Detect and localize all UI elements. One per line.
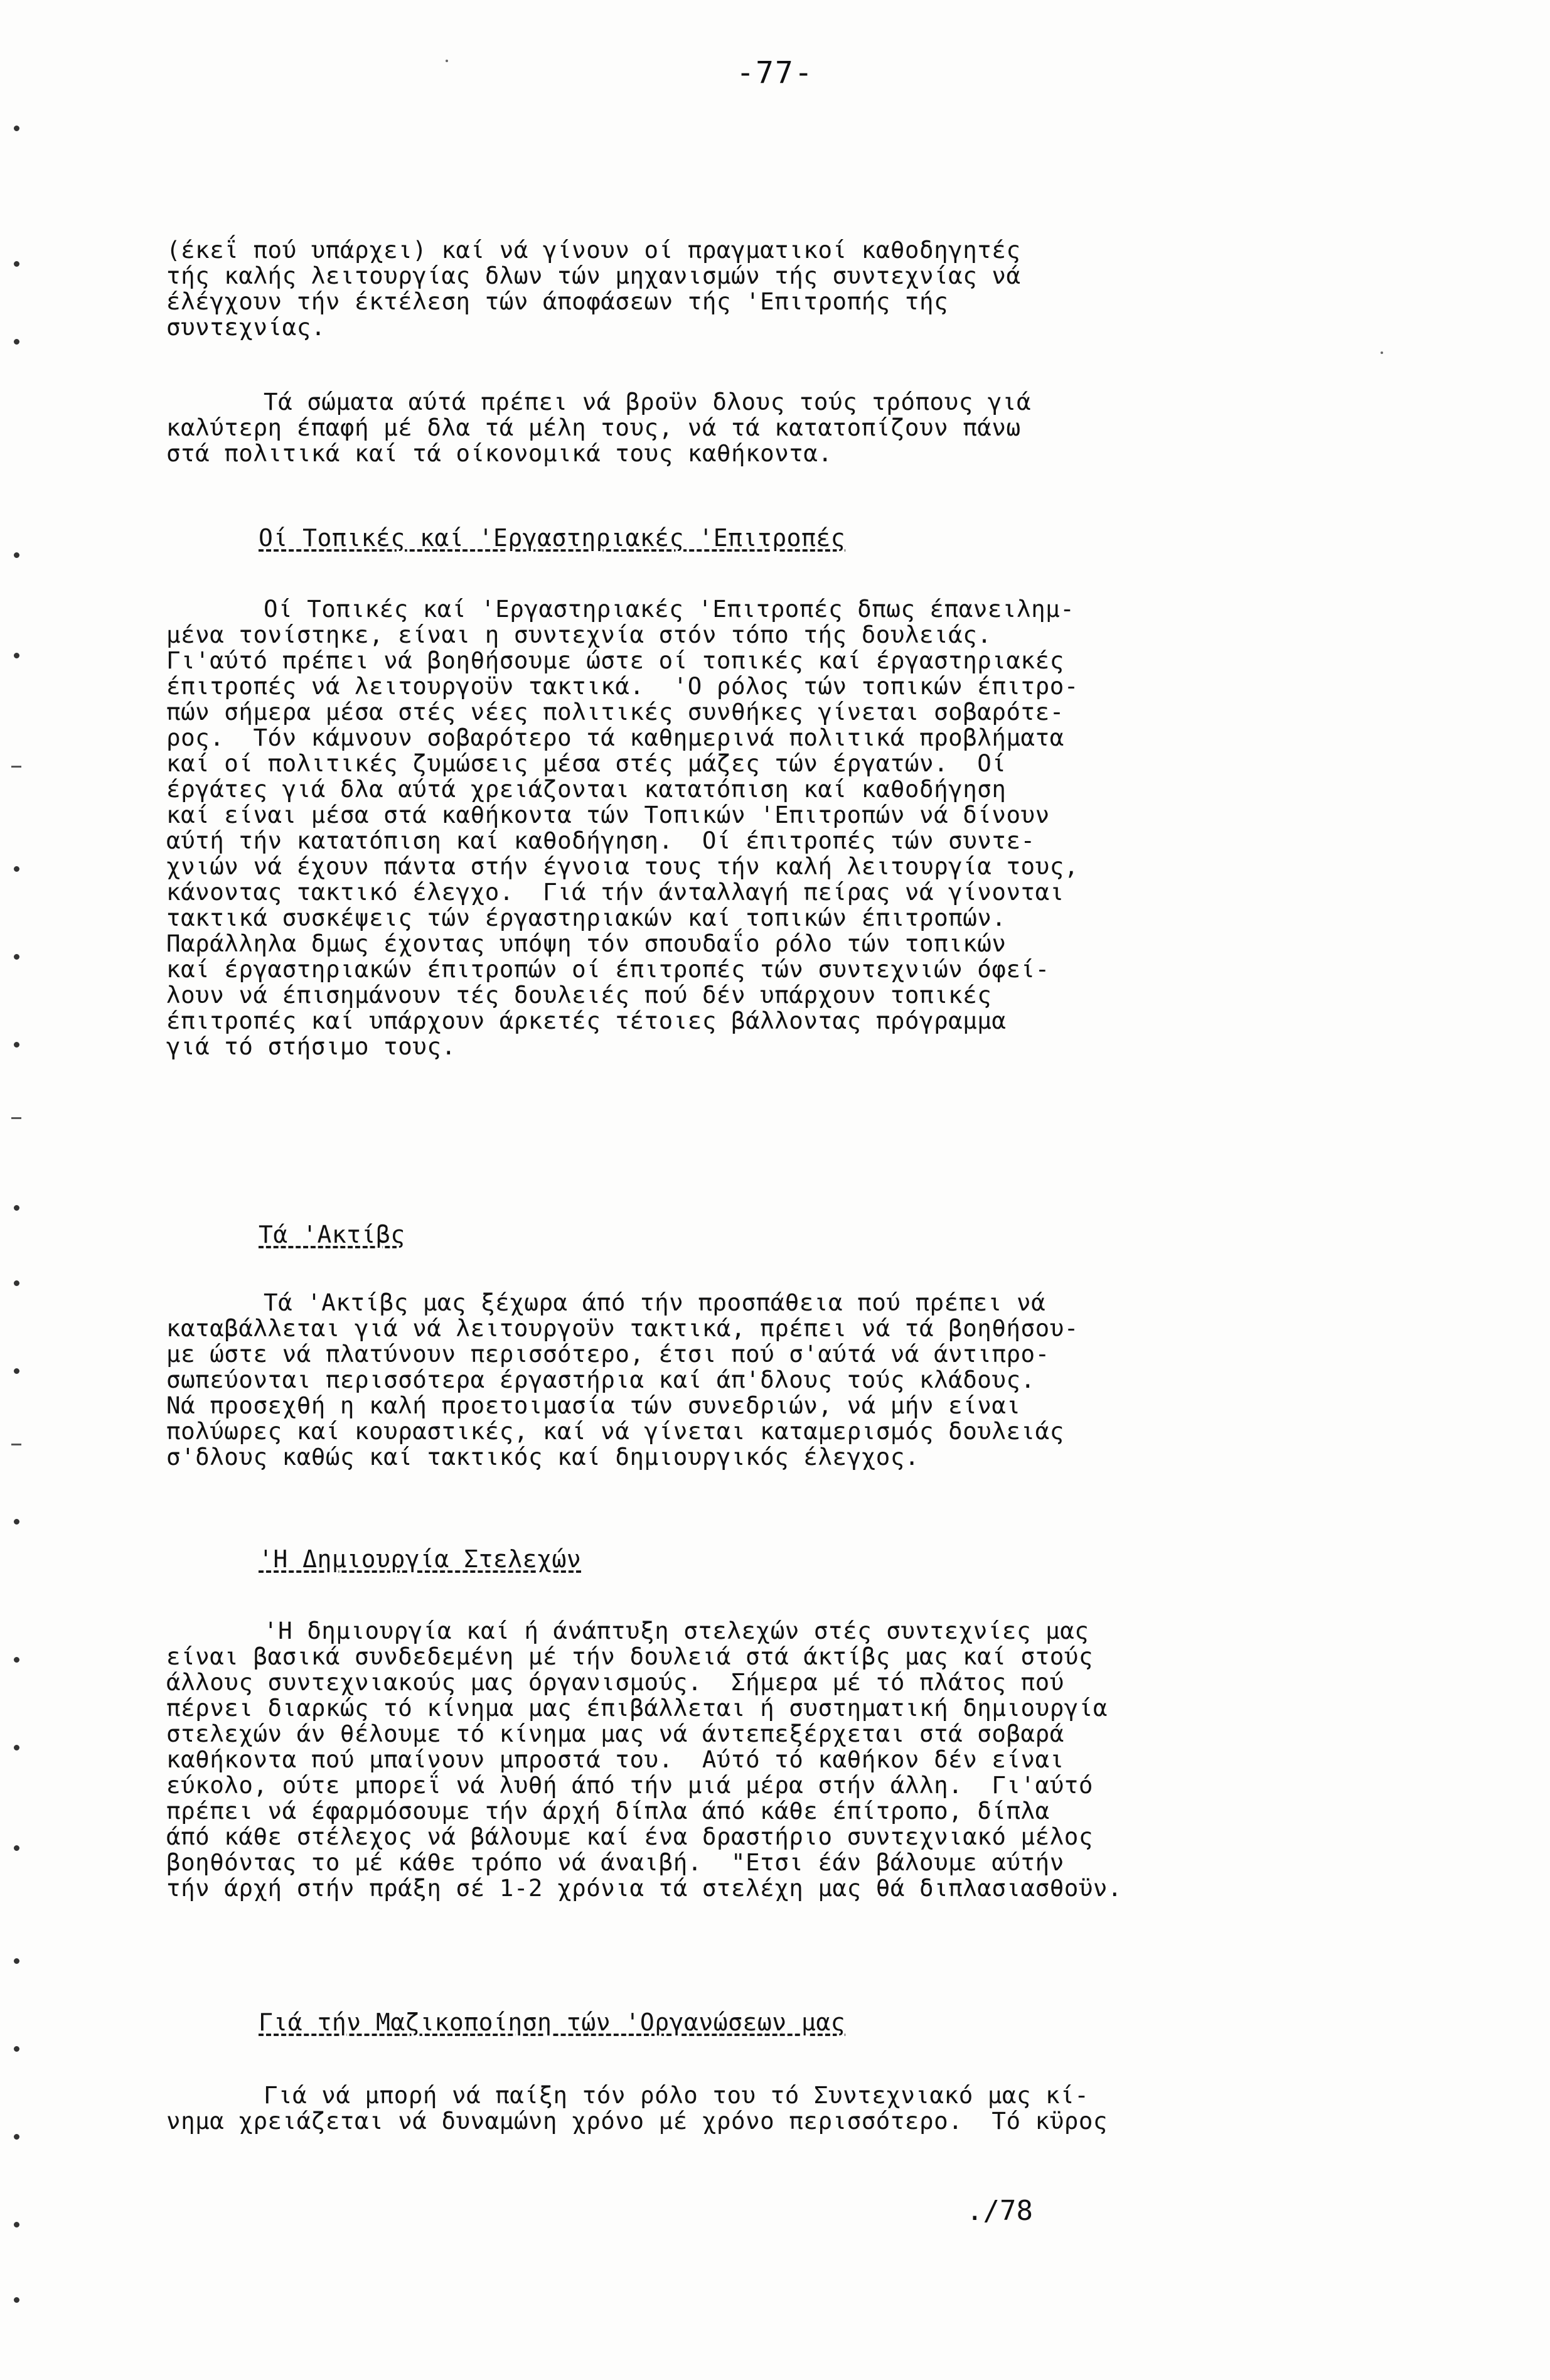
text-line: Τά 'Ακτίβς μας ξέχωρα άπό τήν προσπάθεια πού πρέπει νά: [264, 1289, 1046, 1316]
text-line: τής καλής λειτουργίας δλων τών μηχανισμών τής συντεχνίας νά: [166, 262, 1021, 289]
text-line: καθήκοντα πού μπαίνουν μπροστά του. Αύτό τό καθήκον δέν είναι: [166, 1745, 1064, 1773]
text-line: Γιά νά μπορή νά παίξη τόν ρόλο του τό Συντεχνιακό μας κί-: [264, 2081, 1089, 2109]
margin-dot: [14, 2046, 19, 2052]
margin-dot: [14, 653, 19, 658]
text-line: Οί Τοπικές καί 'Εργαστηριακές 'Επιτροπές δπως έπανειλημ-: [264, 595, 1075, 623]
text-line: καί είναι μέσα στά καθήκοντα τών Τοπικών 'Επιτροπών νά δίνουν: [166, 801, 1050, 828]
text-line: Γι'αύτό πρέπει νά βοηθήσουμε ώστε οί τοπικές καί έργαστηριακές: [166, 646, 1064, 674]
scan-speck: [446, 60, 448, 62]
margin-dot: [14, 1368, 19, 1374]
scan-speck: [1381, 351, 1383, 354]
paragraph-bodies: [166, 389, 1428, 466]
text-line: πέρνει διαρκώς τό κίνημα μας έπιβάλλεται ή συστηματική δημιουργία: [166, 1694, 1108, 1722]
margin-dot: [14, 2297, 19, 2303]
text-line: άπό κάθε στέλεχος νά βάλουμε καί ένα δραστήριο συντεχνιακό μέλος: [166, 1823, 1093, 1850]
section-heading-actives: Τά 'Ακτίβς: [259, 1221, 405, 1248]
margin-dash: [11, 766, 21, 768]
paragraph-cadres: [166, 1618, 1428, 1901]
margin-dot: [14, 1519, 19, 1525]
text-line: έργάτες γιά δλα αύτά χρειάζονται κατατόπιση καί καθοδήγηση: [166, 775, 1007, 803]
text-line: ρος. Τόν κάμνουν σοβαρότερο τά καθημερινά πολιτικά προβλήματα: [166, 724, 1064, 751]
margin-dot: [14, 1958, 19, 1964]
text-line: καί οί πολιτικές ζυμώσεις μέσα στές μάζες τών έργατών. Οί: [166, 749, 1007, 777]
continuation-reference: ./78: [966, 2195, 1033, 2227]
text-line: μένα τονίστηκε, είναι η συντεχνία στόν τόπο τής δουλειάς.: [166, 621, 992, 648]
text-line: Τά σώματα αύτά πρέπει νά βροϋν δλους τούς τρόπους γιά: [264, 388, 1032, 415]
text-line: γιά τό στήσιμο τους.: [166, 1032, 456, 1060]
text-line: νημα χρειάζεται νά δυναμώνη χρόνο μέ χρόνο περισσότερο. Τό κϋρος: [166, 2107, 1108, 2135]
margin-dot: [14, 1845, 19, 1851]
text-line: άλλους συντεχνιακούς μας όργανισμούς. Σήμερα μέ τό πλάτος πού: [166, 1668, 1064, 1696]
text-line: τήν άρχή στήν πράξη σέ 1-2 χρόνια τά στελέχη μας θά διπλασιασθοϋν.: [166, 1874, 1123, 1902]
text-line: τακτικά συσκέψεις τών έργαστηριακών καί τοπικών έπιτροπών.: [166, 904, 1007, 931]
paragraph-local-committees: [166, 596, 1428, 1059]
text-line: καί έργαστηριακών έπιτροπών οί έπιτροπές τών συντεχνιών όφεί-: [166, 955, 1050, 983]
text-line: Νά προσεχθή η καλή προετοιμασία τών συνεδριών, νά μήν είναι: [166, 1391, 1021, 1419]
text-line: είναι βασικά συνδεδεμένη μέ τήν δουλειά στά άκτίβς μας καί στούς: [166, 1643, 1093, 1670]
paragraph-intro: [166, 237, 1428, 340]
text-line: χνιών νά έχουν πάντα στήν έγνοια τους τήν καλή λειτουργία τους,: [166, 852, 1079, 880]
margin-dot: [14, 2134, 19, 2140]
margin-dot: [14, 261, 19, 267]
margin-dot: [14, 954, 19, 960]
paragraph-actives: [166, 1290, 1428, 1470]
text-line: συντεχνίας.: [166, 313, 326, 341]
text-line: πολύωρες καί κουραστικές, καί νά γίνεται καταμερισμός δουλειάς: [166, 1417, 1064, 1445]
text-line: σ'δλους καθώς καί τακτικός καί δημιουργικός έλεγχος.: [166, 1443, 919, 1471]
text-line: Παράλληλα δμως έχοντας υπόψη τόν σπουδαΐο ρόλο τών τοπικών: [166, 930, 1007, 957]
text-line: καταβάλλεται γιά νά λειτουργοϋν τακτικά, πρέπει νά τά βοηθήσου-: [166, 1314, 1079, 1342]
text-line: σωπεύονται περισσότερα έργαστήρια καί άπ'δλους τούς κλάδους.: [166, 1366, 1035, 1393]
margin-dot: [14, 1042, 19, 1048]
text-line: (έκεΐ πού υπάρχει) καί νά γίνουν οί πραγματικοί καθοδηγητές: [166, 236, 1021, 264]
margin-dot: [14, 339, 19, 345]
margin-dot: [14, 2222, 19, 2227]
text-line: λουν νά έπισημάνουν τές δουλειές πού δέν υπάρχουν τοπικές: [166, 981, 992, 1009]
paragraph-mass-organization: [166, 2082, 1428, 2134]
section-heading-local-committees: Οί Τοπικές καί 'Εργαστηριακές 'Επιτροπές: [259, 524, 846, 552]
text-line: πρέπει νά έφαρμόσουμε τήν άρχή δίπλα άπό κάθε έπίτροπο, δίπλα: [166, 1797, 1050, 1825]
text-line: βοηθόντας το μέ κάθε τρόπο νά άναιβή. "Ετσι έάν βάλουμε αύτήν: [166, 1848, 1064, 1876]
text-line: με ώστε νά πλατύνουν περισσότερο, έτσι πού σ'αύτά νά άντιπρο-: [166, 1340, 1050, 1368]
section-heading-mass-organization: Γιά τήν Μαζικοποίηση τών 'Οργανώσεων μας: [259, 2008, 846, 2036]
text-line: στελεχών άν θέλουμε τό κίνημα μας νά άντεπεξέρχεται στά σοβαρά: [166, 1720, 1064, 1747]
margin-dash: [11, 1444, 21, 1445]
text-line: κάνοντας τακτικό έλεγχο. Γιά τήν άνταλλαγή πείρας νά γίνονται: [166, 878, 1064, 906]
text-line: εύκολο, ούτε μπορεΐ νά λυθή άπό τήν μιά μέρα στήν άλλη. Γι'αύτό: [166, 1771, 1093, 1799]
margin-dot: [14, 1280, 19, 1286]
text-line: έλέγχουν τήν έκτέλεση τών άποφάσεων τής 'Επιτροπής τής: [166, 287, 949, 315]
section-heading-cadres: 'Η Δημιουργία Στελεχών: [259, 1545, 582, 1573]
margin-dot: [14, 1657, 19, 1663]
margin-dot: [14, 1745, 19, 1750]
text-line: έπιτροπές νά λειτουργοϋν τακτικά. 'Ο ρόλος τών τοπικών έπιτρο-: [166, 672, 1079, 700]
text-line: καλύτερη έπαφή μέ δλα τά μέλη τους, νά τά κατατοπίζουν πάνω: [166, 414, 1021, 441]
margin-dot: [14, 866, 19, 872]
text-line: αύτή τήν κατατόπιση καί καθοδήγηση. Οί έπιτροπές τών συντε-: [166, 827, 1035, 854]
text-line: στά πολιτικά καί τά οίκονομικά τους καθήκοντα.: [166, 439, 833, 467]
margin-dot: [14, 552, 19, 558]
text-line: πών σήμερα μέσα στές νέες πολιτικές συνθήκες γίνεται σοβαρότε-: [166, 698, 1064, 726]
margin-dot: [14, 1205, 19, 1211]
page-number: -77-: [736, 55, 814, 90]
text-line: 'Η δημιουργία καί ή άνάπτυξη στελεχών στές συντεχνίες μας: [264, 1617, 1089, 1644]
text-line: έπιτροπές καί υπάρχουν άρκετές τέτοιες βάλλοντας πρόγραμμα: [166, 1007, 1007, 1034]
margin-dot: [14, 126, 19, 131]
margin-dash: [11, 1117, 21, 1119]
